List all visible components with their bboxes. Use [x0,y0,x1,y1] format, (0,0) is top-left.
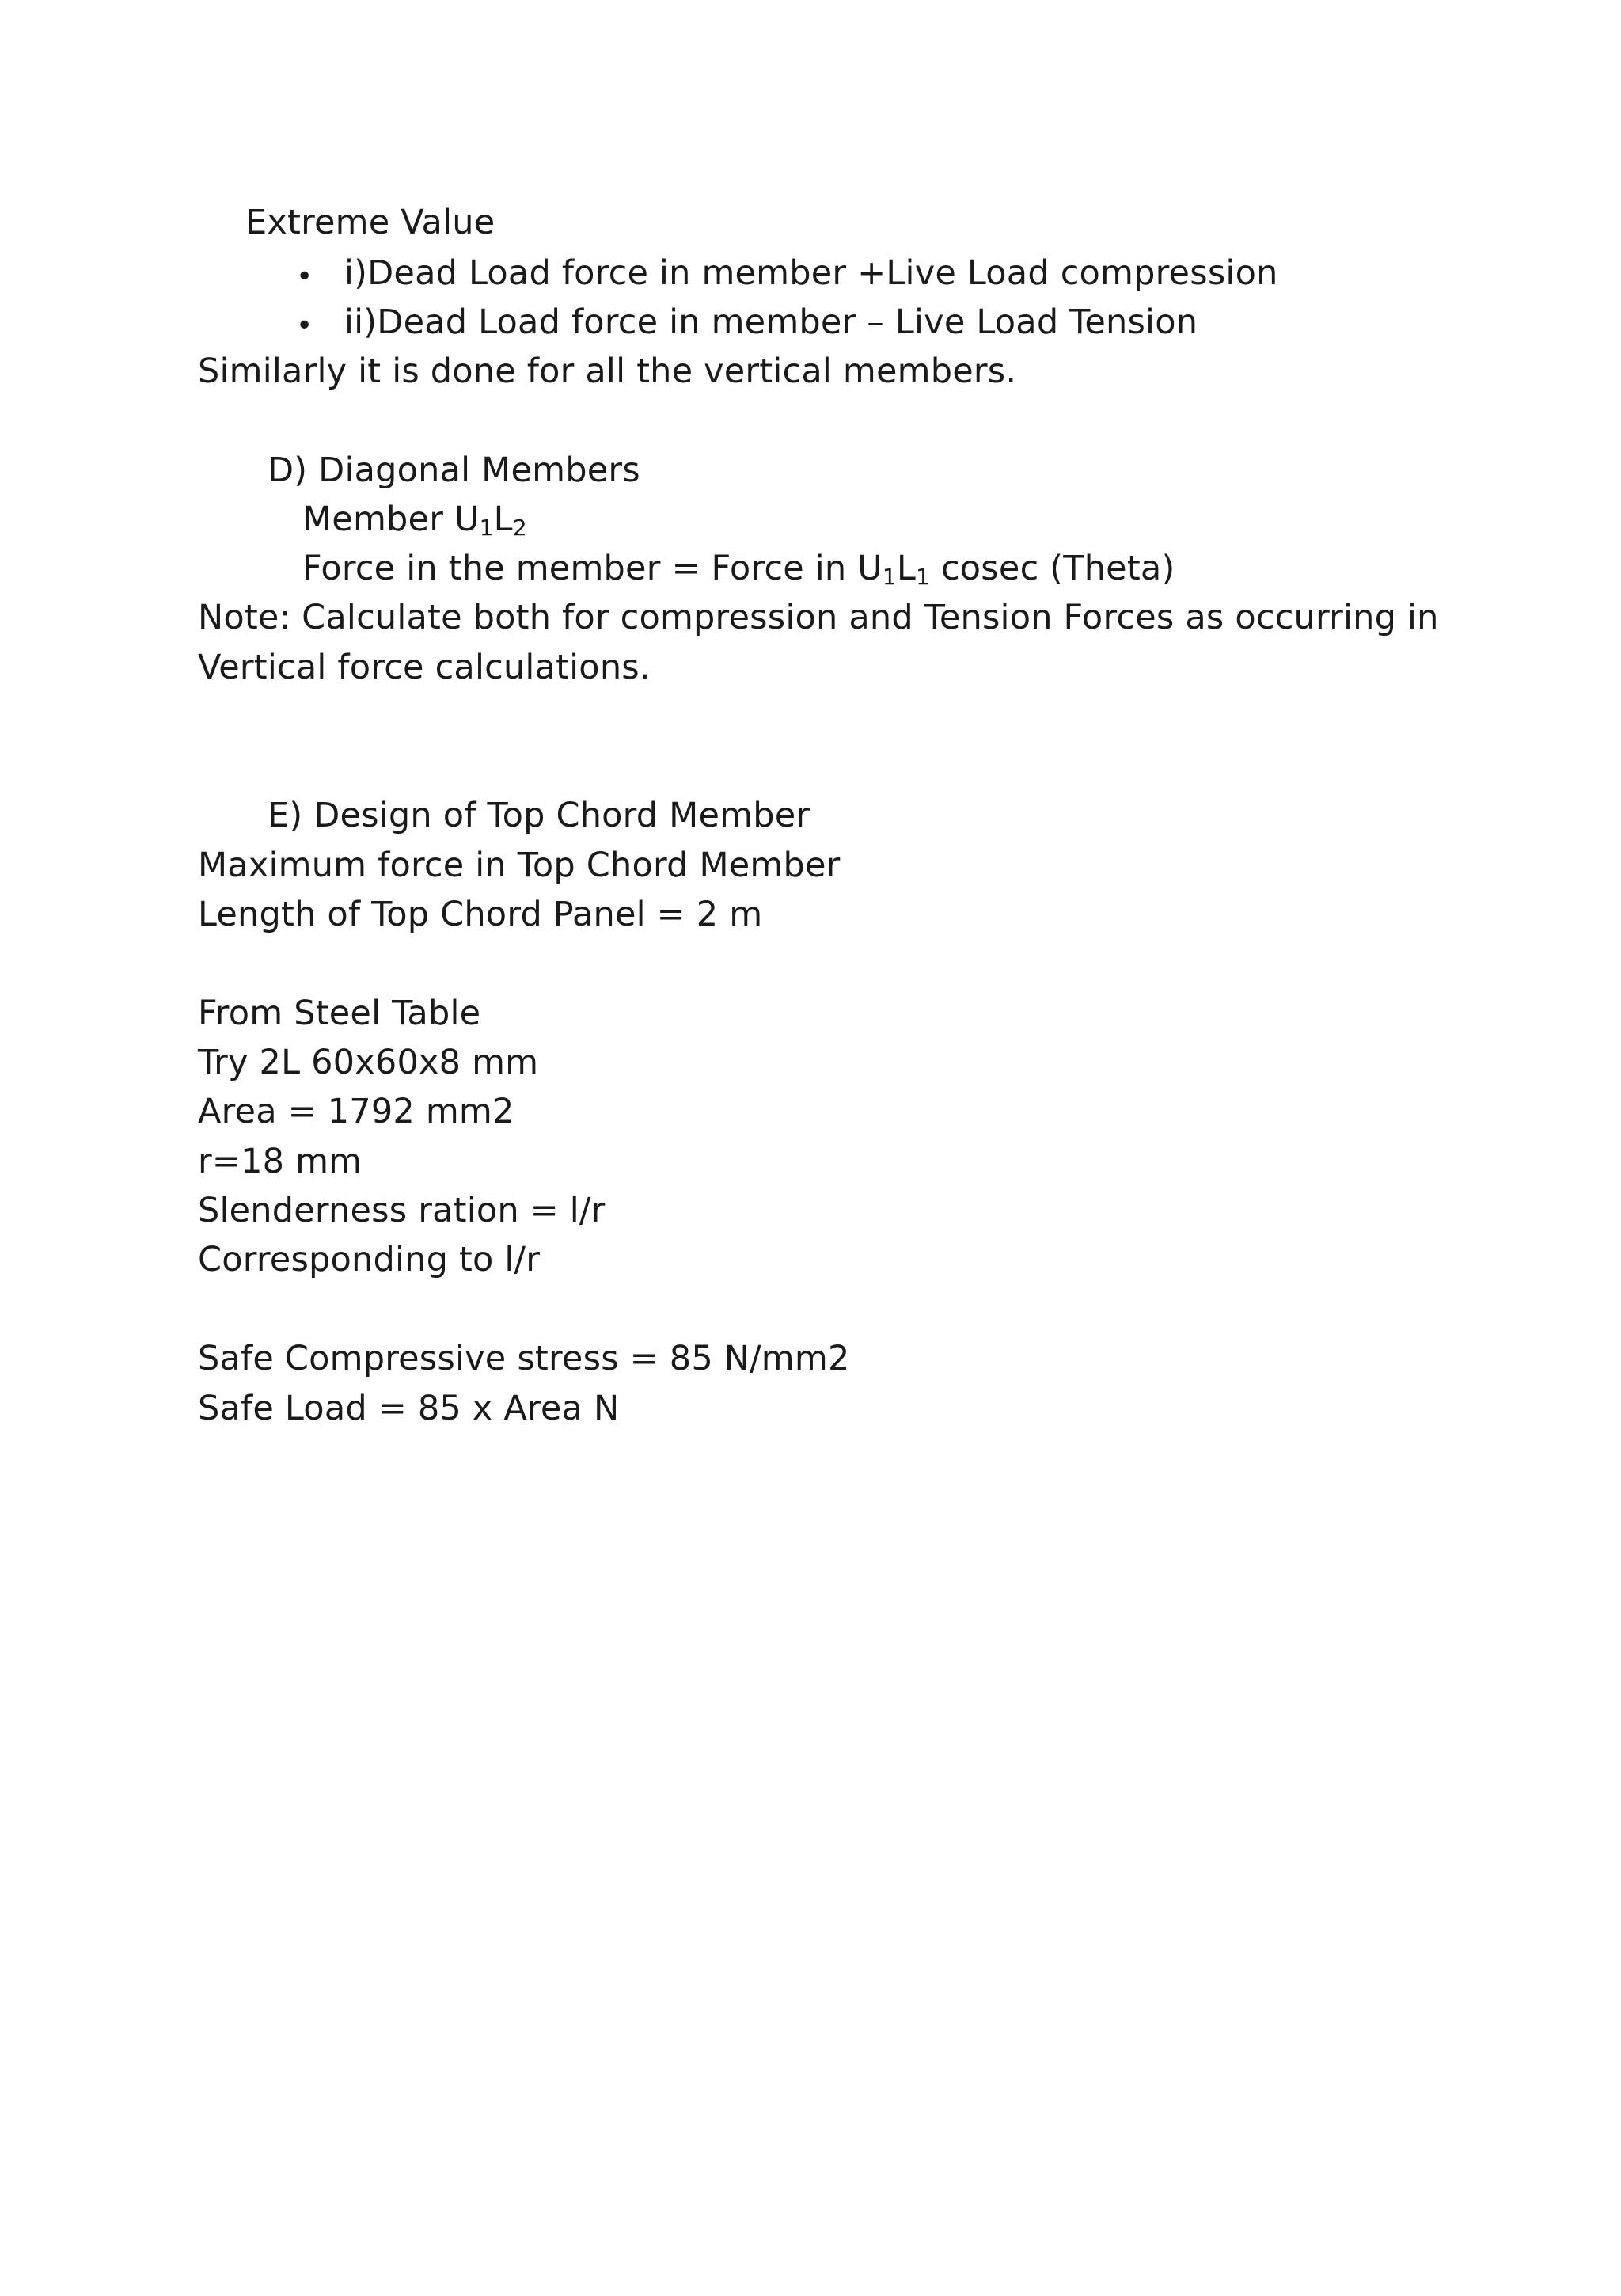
force-formula-line [302,549,1175,590]
radius-text: r=18 mm [198,1142,363,1181]
safe-load-text: Safe Load = 85 x Area N [198,1389,620,1428]
member-subscript-2: 2 [512,515,527,541]
member-u1l2-line [302,500,527,541]
steel-table-text: From Steel Table [198,994,481,1033]
bullet-icon: • [296,260,313,293]
safe-stress-text: Safe Compressive stress = 85 N/mm2 [198,1339,850,1378]
corresponding-text: Corresponding to l/r [198,1240,541,1279]
diagonal-members-heading: D) Diagonal Members [268,450,640,490]
bullet-icon: • [296,310,313,342]
force-mid: L [896,549,917,588]
force-subscript-1: 1 [882,564,897,590]
force-suffix: cosec (Theta) [930,549,1175,588]
bullet-item-dead-plus-live: i)Dead Load force in member +Live Load compression [344,253,1278,293]
extreme-value-heading: Extreme Value [245,203,495,242]
member-prefix: Member U [302,500,480,539]
note-line-1: Note: Calculate both for compression and Tension Forces as occurring in [198,598,1439,637]
try-section-text: Try 2L 60x60x8 mm [198,1043,539,1082]
area-text: Area = 1792 mm2 [198,1092,514,1131]
panel-length-text: Length of Top Chord Panel = 2 m [198,895,763,934]
member-subscript-1: 1 [479,515,494,541]
member-mid: L [493,500,513,539]
similarly-text: Similarly it is done for all the vertical members. [198,352,1017,391]
slenderness-text: Slenderness ration = l/r [198,1191,606,1230]
top-chord-heading: E) Design of Top Chord Member [268,796,810,835]
force-prefix: Force in the member = Force in U [302,549,883,588]
bullet-item-dead-minus-live: ii)Dead Load force in member – Live Load Tension [344,302,1198,342]
force-subscript-2: 1 [916,564,931,590]
max-force-text: Maximum force in Top Chord Member [198,846,841,885]
note-line-2: Vertical force calculations. [198,648,651,687]
